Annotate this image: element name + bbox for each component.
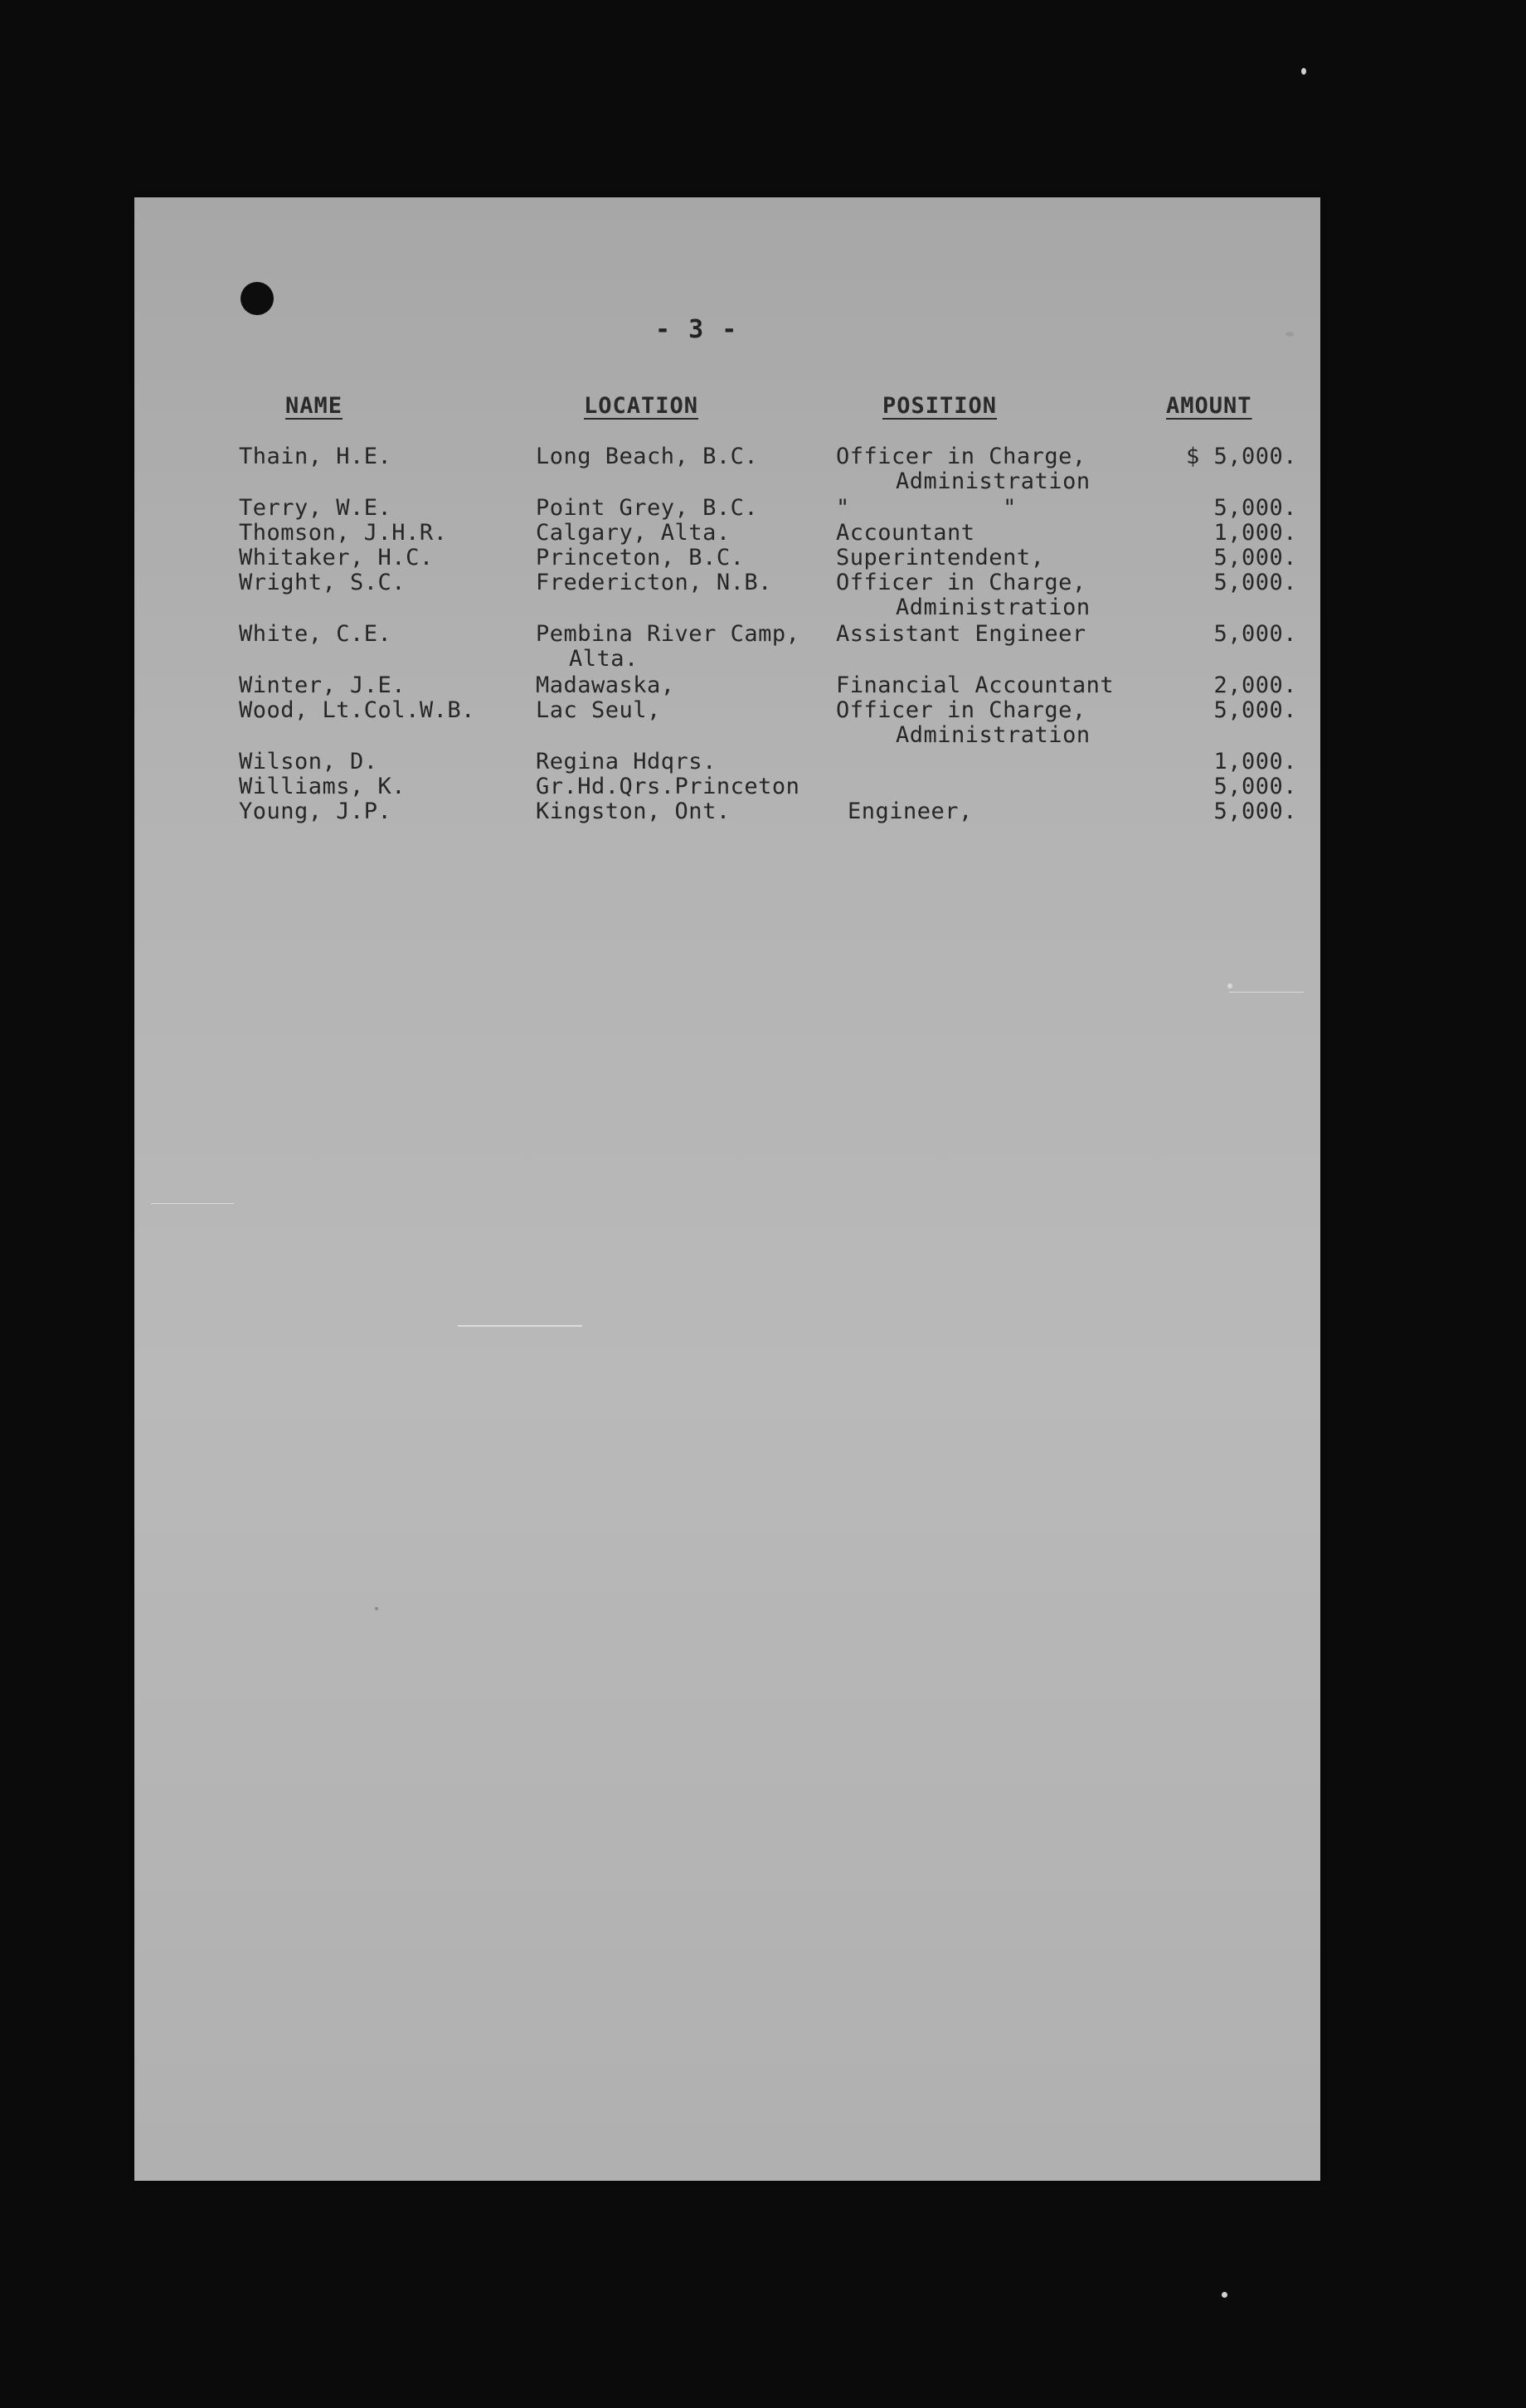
film-speck [1301, 68, 1306, 75]
cell-position: Administration [896, 722, 1091, 748]
table-row [134, 750, 1320, 776]
cell-location: Calgary, Alta. [536, 520, 731, 546]
header-location: LOCATION [584, 393, 699, 419]
table-row [134, 673, 1320, 700]
cell-amount: $ 5,000. [1185, 444, 1297, 469]
cell-amount: 5,000. [1213, 545, 1297, 570]
table-row [134, 444, 1320, 471]
cell-name: Thain, H.E. [239, 444, 392, 469]
cell-name: Wright, S.C. [239, 570, 406, 595]
header-position: POSITION [882, 393, 998, 419]
cell-location: Princeton, B.C. [536, 545, 745, 570]
cell-location: Long Beach, B.C. [536, 444, 759, 469]
header-name: NAME [285, 393, 343, 419]
cell-name: Wood, Lt.Col.W.B. [239, 697, 475, 723]
cell-location: Fredericton, N.B. [536, 570, 772, 595]
cell-amount: 1,000. [1213, 749, 1297, 774]
table-row [134, 496, 1320, 522]
document-page [134, 197, 1320, 2181]
cell-amount: 1,000. [1213, 520, 1297, 546]
cell-amount: 5,000. [1213, 495, 1297, 521]
film-speck [1285, 332, 1294, 337]
cell-position: Superintendent, [836, 545, 1045, 570]
cell-position: Assistant Engineer [836, 621, 1086, 647]
cell-position: Administration [896, 468, 1091, 494]
table-row [134, 698, 1320, 725]
table-row [134, 622, 1320, 648]
cell-location: Alta. [569, 646, 639, 672]
table-row [134, 546, 1320, 572]
cell-position: Accountant [836, 520, 975, 546]
cell-location: Lac Seul, [536, 697, 661, 723]
film-speck [375, 1607, 378, 1610]
table-row-continuation [134, 595, 1320, 622]
cell-position: " " [836, 495, 1017, 521]
table-row-continuation [134, 723, 1320, 750]
table-row [134, 570, 1320, 597]
cell-position: Financial Accountant [836, 672, 1115, 698]
film-scratch [151, 1203, 234, 1204]
cell-amount: 5,000. [1213, 697, 1297, 723]
cell-location: Point Grey, B.C. [536, 495, 759, 521]
cell-name: Terry, W.E. [239, 495, 392, 521]
film-speck [1222, 2292, 1227, 2298]
cell-amount: 5,000. [1213, 774, 1297, 799]
page-number: - 3 - [655, 315, 739, 344]
cell-location: Regina Hdqrs. [536, 749, 717, 774]
cell-position: Officer in Charge, [836, 697, 1086, 723]
film-scratch [458, 1325, 582, 1327]
cell-amount: 5,000. [1213, 799, 1297, 824]
film-scratch [1229, 992, 1304, 993]
table-row [134, 521, 1320, 547]
cell-position: Engineer, [848, 799, 973, 824]
cell-amount: 5,000. [1213, 570, 1297, 595]
cell-name: Winter, J.E. [239, 672, 406, 698]
cell-name: Wilson, D. [239, 749, 378, 774]
cell-name: Young, J.P. [239, 799, 392, 824]
table-row [134, 774, 1320, 801]
table-row-continuation [134, 647, 1320, 673]
table-row [134, 799, 1320, 826]
cell-position: Officer in Charge, [836, 444, 1086, 469]
cell-amount: 5,000. [1213, 621, 1297, 647]
cell-position: Officer in Charge, [836, 570, 1086, 595]
cell-location: Pembina River Camp, [536, 621, 800, 647]
punch-hole [241, 282, 274, 315]
cell-location: Madawaska, [536, 672, 675, 698]
cell-name: Williams, K. [239, 774, 406, 799]
header-amount: AMOUNT [1166, 393, 1252, 419]
film-speck [1227, 983, 1232, 988]
table-row-continuation [134, 469, 1320, 496]
cell-location: Kingston, Ont. [536, 799, 731, 824]
cell-position: Administration [896, 595, 1091, 620]
cell-name: White, C.E. [239, 621, 392, 647]
cell-location: Gr.Hd.Qrs.Princeton [536, 774, 800, 799]
cell-amount: 2,000. [1213, 672, 1297, 698]
cell-name: Thomson, J.H.R. [239, 520, 448, 546]
cell-name: Whitaker, H.C. [239, 545, 434, 570]
